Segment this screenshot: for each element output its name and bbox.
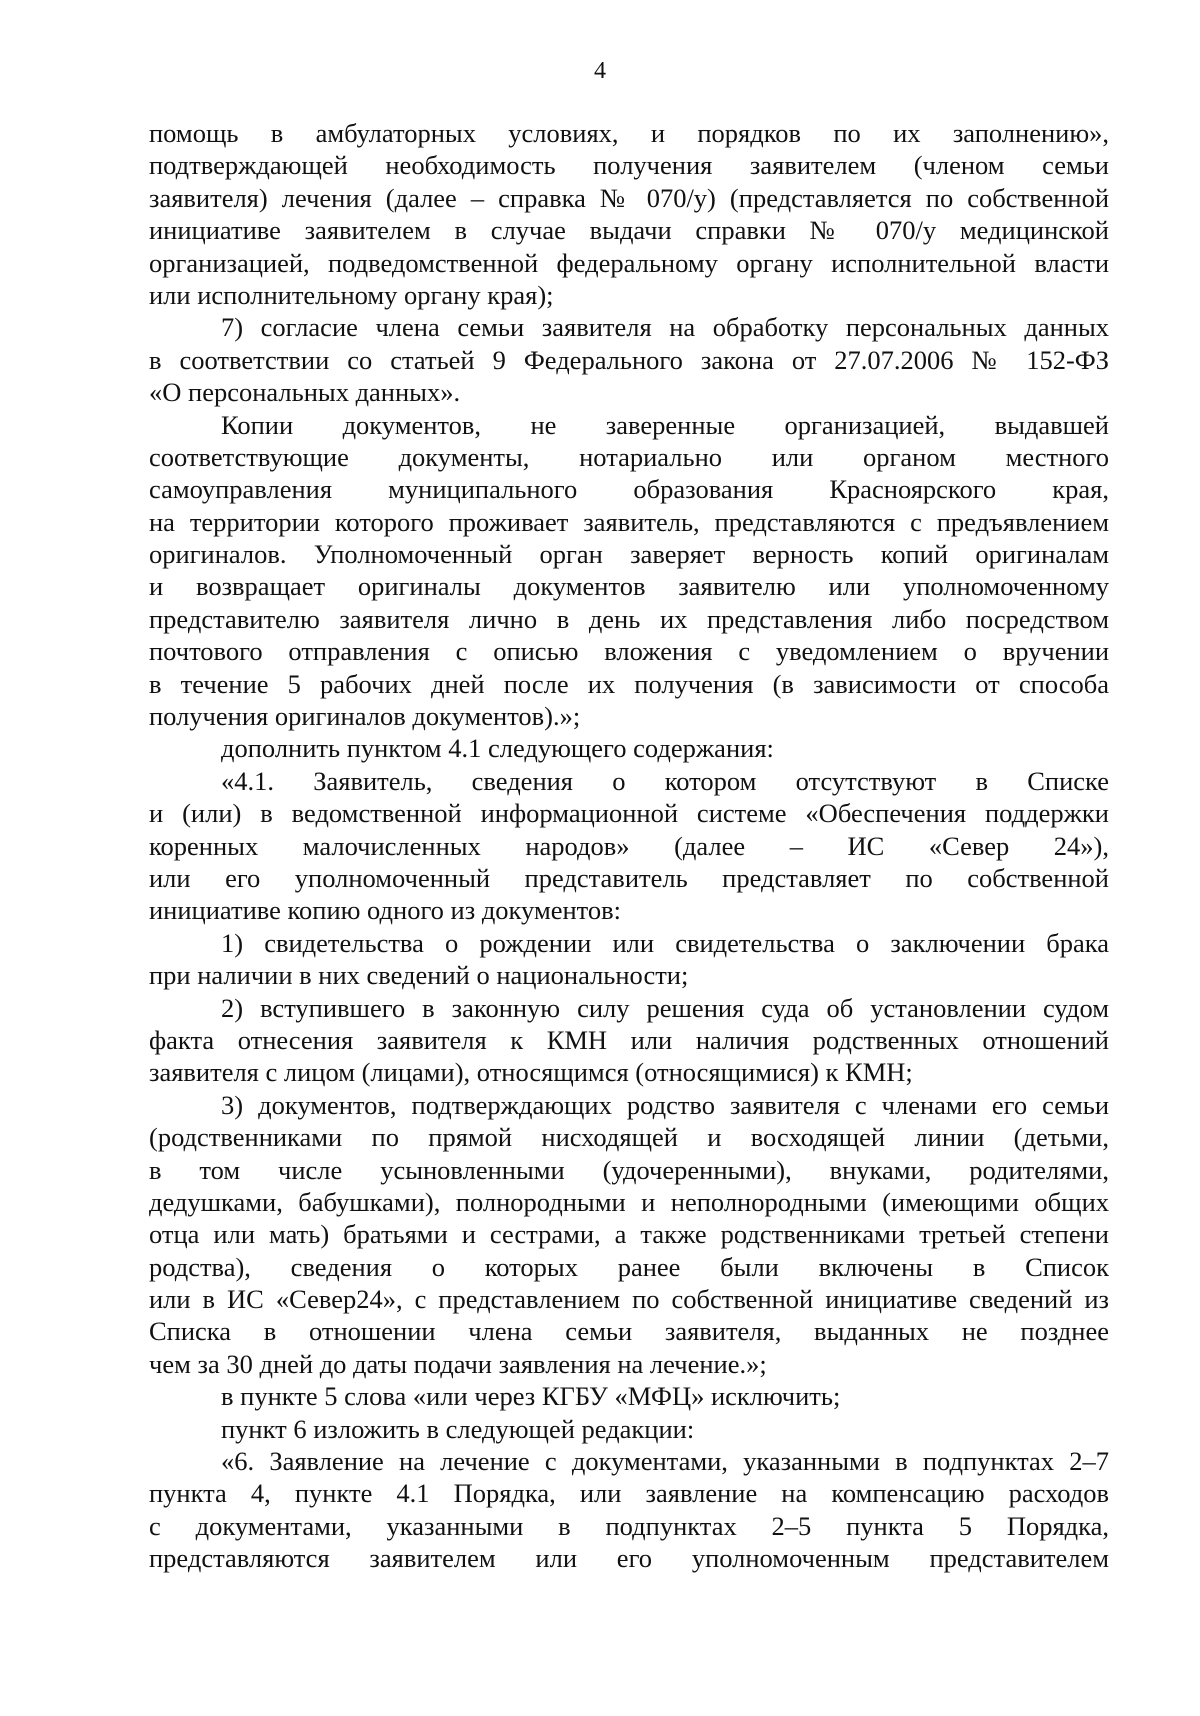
text-line: Копии документов, не заверенные организацией, выдавшей xyxy=(221,409,1109,440)
text-line: организацией, подведомственной федеральному органу исполнительной власти xyxy=(149,247,1109,278)
text-line: представляются заявителем или его уполномоченным представителем xyxy=(149,1543,1109,1574)
text-line: и возвращает оригиналы документов заявителю или уполномоченному xyxy=(149,571,1109,602)
text-line: с документами, указанными в подпунктах 2–5 пункта 5 Порядка, xyxy=(149,1510,1109,1541)
text-line: (родственниками по прямой нисходящей и восходящей линии (детьми, xyxy=(149,1122,1109,1153)
page-number: 4 xyxy=(594,58,606,84)
paragraph xyxy=(149,765,1109,927)
text-line: Списка в отношении члена семьи заявителя, выданных не позднее xyxy=(149,1316,1109,1347)
paragraph xyxy=(149,992,1109,1089)
paragraph xyxy=(149,732,1109,764)
paragraph xyxy=(149,1413,1109,1445)
text-line: пункта 4, пункте 4.1 Порядка, или заявление на компенсацию расходов xyxy=(149,1478,1109,1509)
paragraph xyxy=(149,409,1109,733)
text-line: «О персональных данных». xyxy=(149,377,461,408)
text-line: помощь в амбулаторных условиях, и порядков по их заполнению», xyxy=(149,118,1109,148)
text-line: «6. Заявление на лечение с документами, указанными в подпунктах 2–7 xyxy=(221,1446,1109,1477)
text-line: «4.1. Заявитель, сведения о котором отсутствуют в Списке xyxy=(221,765,1109,796)
paragraph xyxy=(149,1089,1109,1381)
text-line: и (или) в ведомственной информационной системе «Обеспечения поддержки xyxy=(149,798,1109,829)
text-line: на территории которого проживает заявитель, представляются с предъявлением xyxy=(149,506,1109,537)
paragraph xyxy=(149,311,1109,408)
text-line: в соответствии со статьей 9 Федерального закона от 27.07.2006 № 152-ФЗ xyxy=(149,344,1109,375)
text-line: факта отнесения заявителя к КМН или наличия родственных отношений xyxy=(149,1024,1109,1055)
text-line: отца или мать) братьями и сестрами, а также родственниками третьей степени xyxy=(149,1219,1109,1250)
text-line: представителю заявителя лично в день их представления либо посредством xyxy=(149,603,1109,634)
text-line: при наличии в них сведений о национальности; xyxy=(149,960,689,991)
text-line: в пункте 5 слова «или через КГБУ «МФЦ» исключить; xyxy=(221,1381,841,1412)
text-line: самоуправления муниципального образования Красноярского края, xyxy=(149,474,1109,505)
paragraph xyxy=(149,1380,1109,1412)
text-line: родства), сведения о которых ранее были включены в Список xyxy=(149,1251,1109,1282)
text-line: коренных малочисленных народов» (далее – ИС «Север 24»), xyxy=(149,830,1109,861)
text-line: заявителя с лицом (лицами), относящимся (относящимися) к КМН; xyxy=(149,1057,913,1088)
text-line: 2) вступившего в законную силу решения суда об установлении судом xyxy=(221,992,1109,1023)
text-line: инициативе копию одного из документов: xyxy=(149,895,622,926)
text-line: в том числе усыновленными (удочеренными), внуками, родителями, xyxy=(149,1154,1109,1185)
document-body xyxy=(149,117,1109,1575)
text-line: соответствующие документы, нотариально или органом местного xyxy=(149,441,1109,472)
text-line: или исполнительному органу края); xyxy=(149,279,554,310)
text-line: заявителя) лечения (далее – справка № 070/у) (представляется по собственной xyxy=(149,182,1109,213)
text-line: дополнить пунктом 4.1 следующего содержания: xyxy=(221,733,774,764)
text-line: в течение 5 рабочих дней после их получения (в зависимости от способа xyxy=(149,668,1109,699)
text-line: инициативе заявителем в случае выдачи справки № 070/у медицинской xyxy=(149,215,1109,246)
text-line: получения оригиналов документов).»; xyxy=(149,701,581,732)
text-line: пункт 6 изложить в следующей редакции: xyxy=(221,1413,695,1444)
text-line: дедушками, бабушками), полнородными и неполнородными (имеющими общих xyxy=(149,1186,1109,1217)
text-line: 1) свидетельства о рождении или свидетельства о заключении брака xyxy=(221,927,1109,958)
text-line: подтверждающей необходимость получения заявителем (членом семьи xyxy=(149,150,1109,181)
text-line: 3) документов, подтверждающих родство заявителя с членами его семьи xyxy=(221,1089,1109,1120)
text-line: 7) согласие члена семьи заявителя на обработку персональных данных xyxy=(221,312,1109,343)
paragraph xyxy=(149,927,1109,992)
text-line: почтового отправления с описью вложения с уведомлением о вручении xyxy=(149,636,1109,667)
text-line: оригиналов. Уполномоченный орган заверяет верность копий оригиналам xyxy=(149,539,1109,570)
text-line: или его уполномоченный представитель представляет по собственной xyxy=(149,862,1109,893)
text-line: чем за 30 дней до даты подачи заявления на лечение.»; xyxy=(149,1348,767,1379)
paragraph xyxy=(149,117,1109,311)
paragraph xyxy=(149,1445,1109,1575)
text-line: или в ИС «Север24», с представлением по собственной инициативе сведений из xyxy=(149,1284,1109,1315)
